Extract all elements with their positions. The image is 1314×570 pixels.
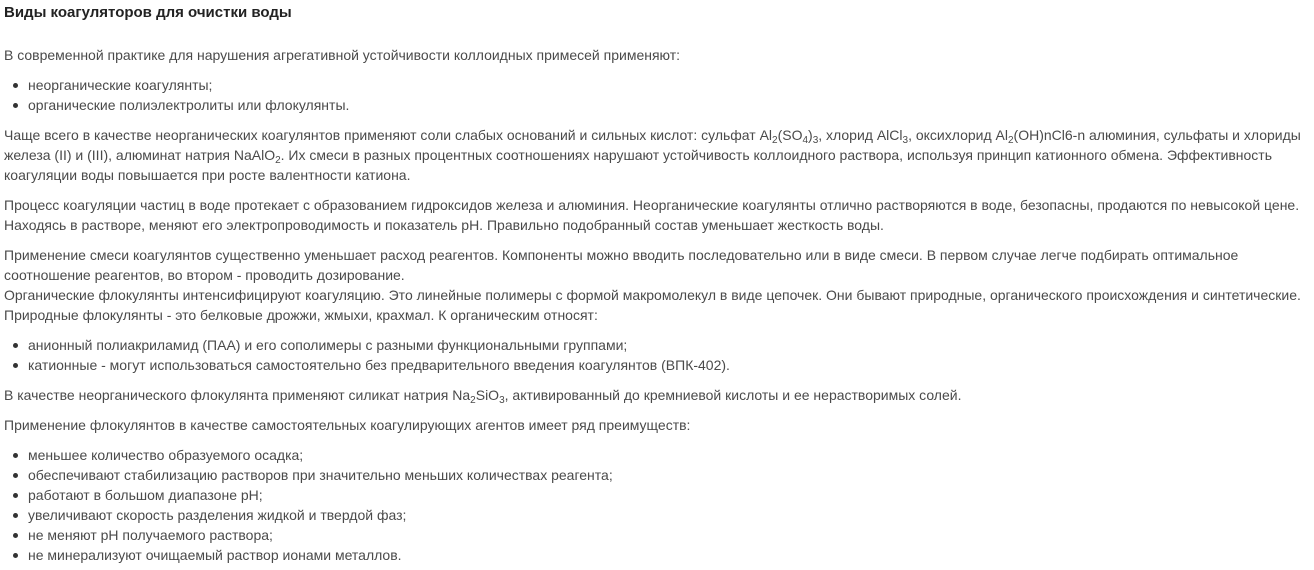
advantages-list [4, 445, 1310, 565]
list-item: анионный полиакриламид (ПАА) и его сополимеры с разными функциональными группами; [28, 335, 1310, 355]
intro-list [4, 75, 1310, 115]
inorganic-coagulants-paragraph: Чаще всего в качестве неорганических коагулянтов применяют соли слабых оснований и сильных кислот: сульфат $Al_2(SO_4)_3$, хлорид AlCl$_3$, оксихлорид $Al_2(OH)nCl6-n$ алюминия, сульфаты и хлориды железа (II) и (III), алюминат натрия NaAlO$_2$. Их смеси в разных процентных соотношениях нарушают устойчивость коллоидного раствора, используя принцип катионного обмена. Эффективность коагуляции воды повышается при росте валентности катиона. [4, 127, 1301, 183]
list-item: неорганические коагулянты; [28, 75, 1310, 95]
coagulant-mix-paragraph: Применение смеси коагулянтов существенно уменьшает расход реагентов. Компоненты можно вводить последовательно или в виде смеси. В первом случае легче подбирать оптимальное соотношение реагентов, во втором - проводить дозирование. [4, 247, 1239, 283]
organic-flocculants-paragraph: Органические флокулянты интенсифицируют коагуляцию. Это линейные полимеры с формой макромолекул в виде цепочек. Они бывают природные, органического происхождения и синтетические. Природные флокулянты - это белковые дрожжи, жмыхи, крахмал. К органическим относят: [4, 287, 1301, 323]
list-item: органические полиэлектролиты или флокулянты. [28, 95, 1310, 115]
advantages-paragraph: Применение флокулянтов в качестве самостоятельных коагулирующих агентов имеет ряд преимуществ: [4, 417, 691, 433]
coagulation-process-paragraph: Процесс коагуляции частиц в воде протекает с образованием гидроксидов железа и алюминия. Неорганические коагулянты отлично растворяются в воде, безопасны, продаются по невысокой цене. Находясь в растворе, меняют его электропроводимость и показатель pH. Правильно подобранный состав уменьшает жесткость воды. [4, 197, 1300, 233]
list-item: не минерализуют очищаемый раствор ионами металлов. [28, 545, 1310, 565]
organic-list [4, 335, 1310, 375]
list-item: меньшее количество образуемого осадка; [28, 445, 1310, 465]
list-item: работают в большом диапазоне pH; [28, 485, 1310, 505]
list-item: увеличивают скорость разделения жидкой и твердой фаз; [28, 505, 1310, 525]
inorganic-flocculant-paragraph: В качестве неорганического флокулянта применяют силикат натрия $Na_2SiO_3$, активированный до кремниевой кислоты и ее нерастворимых солей. [4, 387, 962, 406]
intro-paragraph: В современной практике для нарушения агрегативной устойчивости коллоидных примесей применяют: [4, 47, 681, 63]
list-item: не меняют pH получаемого раствора; [28, 525, 1310, 545]
list-item: катионные - могут использоваться самостоятельно без предварительного введения коагулянтов (ВПК-402). [28, 355, 1310, 375]
article-title: Виды коагуляторов для очистки воды [4, 4, 292, 21]
list-item: обеспечивают стабилизацию растворов при значительно меньших количествах реагента; [28, 465, 1310, 485]
